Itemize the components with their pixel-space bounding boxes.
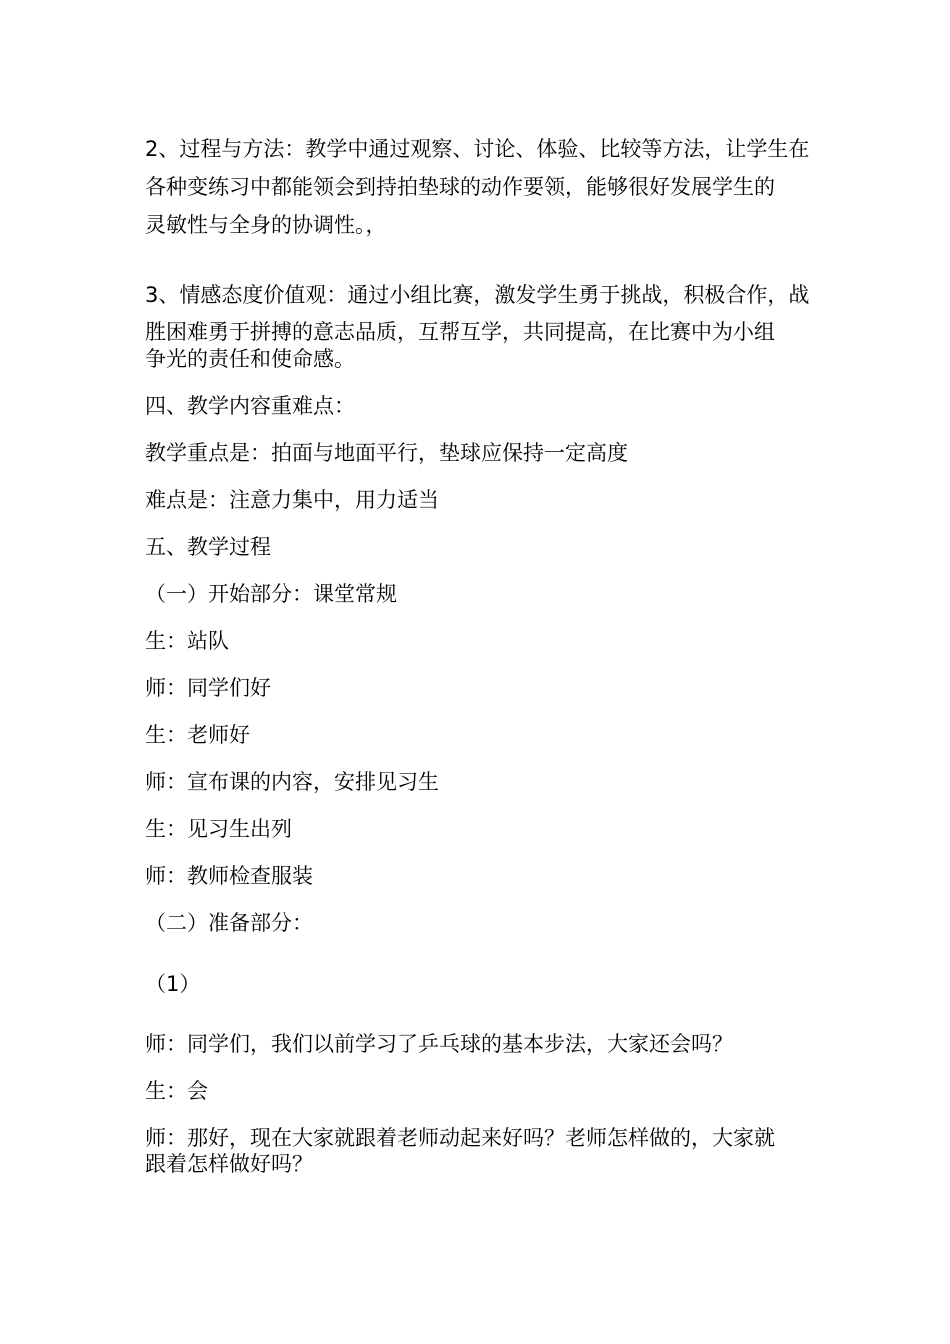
dialogue-line: 生：站队 xyxy=(145,629,229,653)
dialogue-line: 生：老师好 xyxy=(145,723,250,747)
dialogue-line: 师：同学们，我们以前学习了乒乓球的基本步法，大家还会吗？ xyxy=(145,1032,733,1056)
goal3-line-3: 争光的责任和使命感。 xyxy=(145,347,355,371)
dialogue-line: 师：教师检查服装 xyxy=(145,864,313,888)
dialogue-line: 生：会 xyxy=(145,1079,208,1103)
difficulty-text: 难点是：注意力集中，用力适当 xyxy=(145,488,439,512)
goal2-line-1: 2、过程与方法：教学中通过观察、讨论、体验、比较等方法，让学生在 xyxy=(145,137,810,161)
last-para-line-2: 跟着怎样做好吗？ xyxy=(145,1152,313,1176)
goal2-line-2: 各种变练习中都能领会到持拍垫球的动作要领，能够很好发展学生的 xyxy=(145,175,775,199)
goal3-line-1: 3、情感态度价值观：通过小组比赛，激发学生勇于挑战，积极合作，战 xyxy=(145,283,810,307)
goal2-line-3: 灵敏性与全身的协调性。， xyxy=(145,213,387,237)
step1-label: （1） xyxy=(145,972,201,996)
key-point-text: 教学重点是：拍面与地面平行，垫球应保持一定高度 xyxy=(145,441,628,465)
dialogue-line: 师：宣布课的内容，安排见习生 xyxy=(145,770,439,794)
dialogue-line: 师：同学们好 xyxy=(145,676,271,700)
part2-heading: （二）准备部分： xyxy=(145,911,313,935)
part1-heading: （一）开始部分：课堂常规 xyxy=(145,582,397,606)
goal3-line-2: 胜困难勇于拼搏的意志品质，互帮互学，共同提高，在比赛中为小组 xyxy=(145,320,775,344)
section5-heading: 五、教学过程 xyxy=(145,535,271,559)
section4-heading: 四、教学内容重难点： xyxy=(145,394,355,418)
last-para-line-1: 师：那好，现在大家就跟着老师动起来好吗？老师怎样做的，大家就 xyxy=(145,1126,775,1150)
dialogue-line: 生：见习生出列 xyxy=(145,817,292,841)
